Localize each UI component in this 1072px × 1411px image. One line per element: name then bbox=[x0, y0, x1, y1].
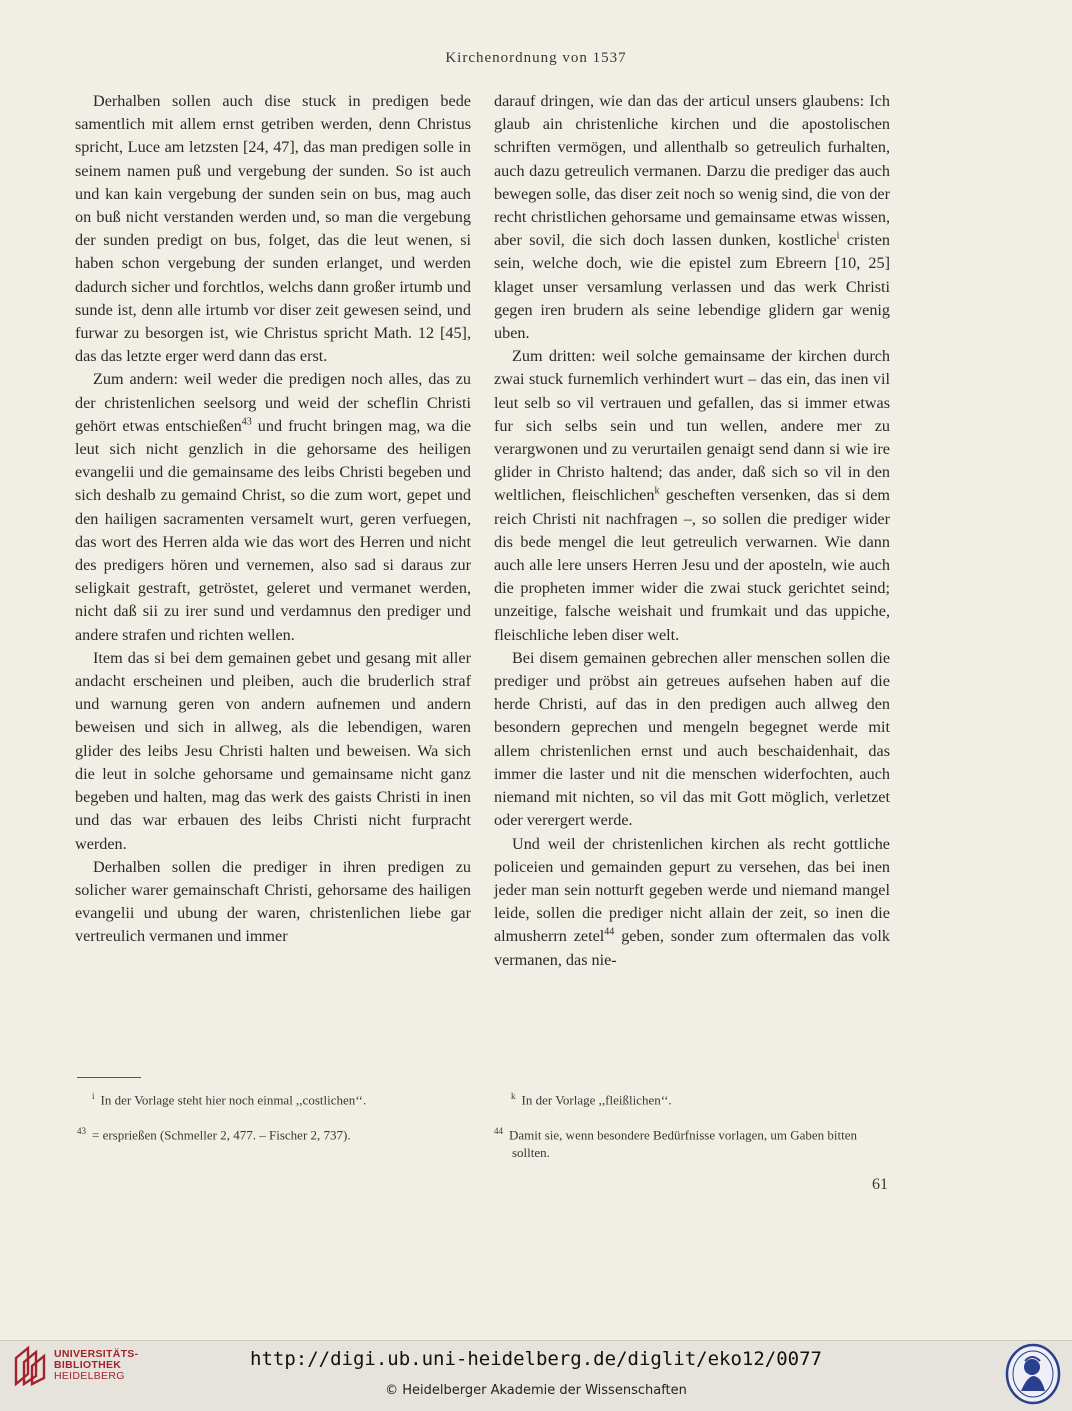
footnote-ref[interactable]: 44 bbox=[604, 926, 615, 938]
paragraph: Derhalben sollen die prediger in ihren predigen zu solicher warer gemainschaft Christi, gehorsame des hailigen evangelii und ubung der waren, christenlichen liebe gar vertreulich vermanen und immer bbox=[75, 857, 471, 946]
paragraph: Und weil der christenlichen kirchen als recht gottliche policeien und gemainden gepurt zu versehen, das bei inen jeder man sein notturft gegeben werde und niemand mangel leide, sollen die prediger nicht allain der zeit, so inen die almusherrn zetel$^{44}$ geben, sonder zum oftermalen das volk vermanen, das nie- bbox=[494, 834, 890, 969]
paragraph: Derhalben sollen auch dise stuck in predigen bede samentlich mit allem ernst getriben werden, denn Christus spricht, Luce am letzsten [24, 47], das man predigen solle in seinem namen puß und vergebung der sunden. So ist auch und kan kain vergebung der sunden sein on bus, mag auch on buß nicht verstanden werden und, so man die vergebung der sunden predigt on bus, folget, das die leut wenen, si haben schon vergebung der sunden erlanget, und werden dadurch sicher und forchtlos, welchs dann großer irtumb und sunde ist, denn alle irtumb vor diser zeit gewesen seind, und furwar zu besorgen ist, wie Christus spricht Math. 12 [45], das das letzte erger werd dann das erst. bbox=[75, 92, 471, 366]
footnote-44: $^{44}$ Damit sie, wenn besondere Bedürfnisse vorlagen, um Gaben bitten sollten. bbox=[494, 1126, 858, 1161]
running-head: Kirchenordnung von 1537 bbox=[445, 50, 627, 66]
paragraph: darauf dringen, wie dan das der articul unsers glaubens: Ich glaub ain christenliche kirchen und die apostolischen schriften vermögen, und allenthalb so getreulich furhalten, auch dazu getreulich vermanen. Darzu die prediger das auch bewegen solle, das diser zeit noch so wenig sind, die von der recht christlichen gehorsame und gemainsame etwas wissen, aber sovil, die sich doch lassen dunken, kostliche$^i$ cristen sein, welche doch, wie die epistel zum Ebreern [10, 25] klaget unser versamlung verlassen und das werk Christi gegen iren brudern als seine lebendige glidern gar wenig uben. bbox=[494, 92, 890, 343]
library-name: UNIVERSITÄTS- BIBLIOTHEK HEIDELBERG bbox=[54, 1347, 139, 1382]
copyright-notice: © Heidelberger Akademie der Wissenschaften bbox=[385, 1383, 687, 1398]
paragraph: Zum andern: weil weder die predigen noch alles, das zu der christenlichen seelsorg und weid der scheflin Christi gehört etwas entschießen$^{43}$ und frucht bringen mag, wa die leut sich nicht genzlich in die gehorsame des heiligen evangelii und die gemainsame des leibs Christi begeben und sich deshalb zu gemaind Christ, so die zum wort, gepet und den hailigen sacramenten versamelt wurt, geren verfuegen, das wort des Herren alda wie das wort des Herren und nicht des predigers hören und vernemen, also sad si daraus zur seligkait gestraft, getröstet, geleret und vermanet werden, nicht daß sii zu irer sund und verdamnus den prediger und andere strafen und richten wellen. bbox=[75, 370, 471, 644]
footnote-43: $^{43}$ = ersprießen (Schmeller 2, 477. – Fischer 2, 737). bbox=[77, 1126, 351, 1143]
right-column bbox=[494, 90, 890, 972]
footnote-divider bbox=[77, 1077, 141, 1078]
paragraph: Bei disem gemainen gebrechen aller menschen sollen die prediger und pröbst ain getreues aufsehen haben auf die herde Christi, auf das in den predigen auch allweg den besondern geprechen und mengeln begegnet werde mit allem christenlichen ernst und auch beschaidenhait, das immer die laster und nit die menschen widerfochten, auch niemand mit nichten, so vil das mit Gott möglich, verletzet oder verergert werde. bbox=[494, 648, 890, 830]
footnote-i: $^i$ In der Vorlage steht hier noch einmal ,,costlichen‘‘. bbox=[92, 1091, 367, 1108]
footnote-ref[interactable]: i bbox=[836, 230, 840, 242]
left-column bbox=[75, 90, 471, 949]
permalink-url[interactable]: http://digi.ub.uni-heidelberg.de/diglit/eko12/0077 bbox=[250, 1348, 822, 1370]
paragraph: Zum dritten: weil solche gemainsame der kirchen durch zwai stuck furnemlich verhindert wurt – das ein, das inen vil leut selb so vil vertrauen und gefallen, das si immer etwas fur sich selbs sein und tun wellen, andere mer zu verargwonen und zu verurtailen genaigt send dann si wie ire glider in Christo haltend; das ander, daß sich so vil in den weltlichen, fleischlichen$^k$ gescheften versenken, das si dem reich Christi nit nachfragen –, so sollen die prediger wider dis bede mengel die leut getreulich verwarnen. Wie dann auch alle lere unsers Herren Jesu und der aposteln, wie auch die propheten immer wider die zwai stuck gerichtet seind; unzeitige, falsche weishait und frumkait und das uppiche, fleischliche leben diser welt. bbox=[494, 347, 890, 644]
academy-seal-icon bbox=[1005, 1343, 1061, 1405]
footnote-k: $^k$ In der Vorlage ,,fleißlichen‘‘. bbox=[511, 1091, 672, 1108]
footnote-ref[interactable]: 43 bbox=[241, 416, 252, 428]
page-number: 61 bbox=[872, 1176, 888, 1193]
paragraph: Item das si bei dem gemainen gebet und gesang mit aller andacht erscheinen und pleiben, auch die bruderlich straf und warnung geren von andern aufnemen und andern beweisen und sich in allweg, als die lebendigen, waren glider des leibs Jesu Christi halten und beweisen. Wa sich die leut in solche gehorsame und gemainsame nicht ganz begeben und halten, mag das werk des gaists Christi in inen und das war erbauen des leibs Christi nicht furpracht werden. bbox=[75, 648, 471, 853]
footnote-ref[interactable]: k bbox=[654, 486, 660, 498]
